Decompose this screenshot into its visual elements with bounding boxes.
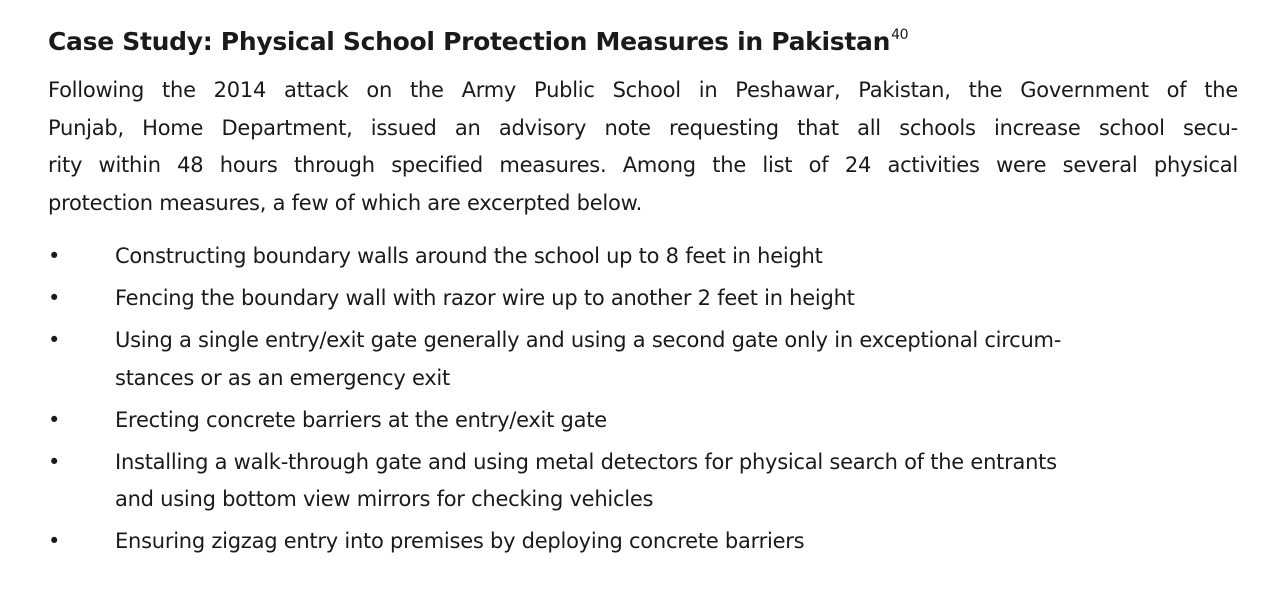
list-item: [48, 402, 1238, 440]
intro-paragraph: [48, 72, 1238, 222]
intro-line: Following the 2014 attack on the Army Public School in Peshawar, Pakistan, the Government of the: [48, 78, 1238, 102]
list-item-text: Constructing boundary walls around the school up to 8 feet in height: [115, 244, 823, 268]
intro-line: Punjab, Home Department, issued an advisory note requesting that all schools increase school secu-: [48, 115, 1238, 140]
list-item: [48, 280, 1238, 318]
list-item-text: Fencing the boundary wall with razor wire up to another 2 feet in height: [115, 286, 855, 310]
bullet-icon: •: [48, 449, 61, 474]
list-item-text: Installing a walk-through gate and using metal detectors for physical search of the entrants: [115, 449, 1057, 474]
case-study-box: [48, 22, 1238, 565]
footnote-ref: 40: [891, 27, 909, 43]
list-item-text: stances or as an emergency exit: [115, 365, 450, 390]
list-item: [48, 523, 1238, 561]
title-text: Case Study: Physical School Protection Measures in Pakistan: [48, 27, 891, 56]
list-item: [48, 444, 1238, 519]
bullet-icon: •: [48, 407, 61, 432]
bullet-icon: •: [48, 286, 61, 310]
bullet-icon: •: [48, 244, 61, 268]
list-item-text: Erecting concrete barriers at the entry/exit gate: [115, 407, 607, 432]
intro-line: protection measures, a few of which are excerpted below.: [48, 190, 642, 215]
intro-line: rity within 48 hours through specified measures. Among the list of 24 activities were several physical: [48, 153, 1238, 177]
bullet-icon: •: [48, 328, 61, 352]
bullet-icon: •: [48, 529, 61, 553]
list-item-text: Ensuring zigzag entry into premises by deploying concrete barriers: [115, 529, 805, 553]
list-item-text: Using a single entry/exit gate generally and using a second gate only in exceptional circum-: [115, 328, 1062, 352]
list-item-text: and using bottom view mirrors for checking vehicles: [115, 487, 654, 511]
measures-list: [48, 238, 1238, 561]
list-item: [48, 238, 1238, 276]
case-study-title: [48, 22, 1238, 62]
list-item: [48, 322, 1238, 397]
